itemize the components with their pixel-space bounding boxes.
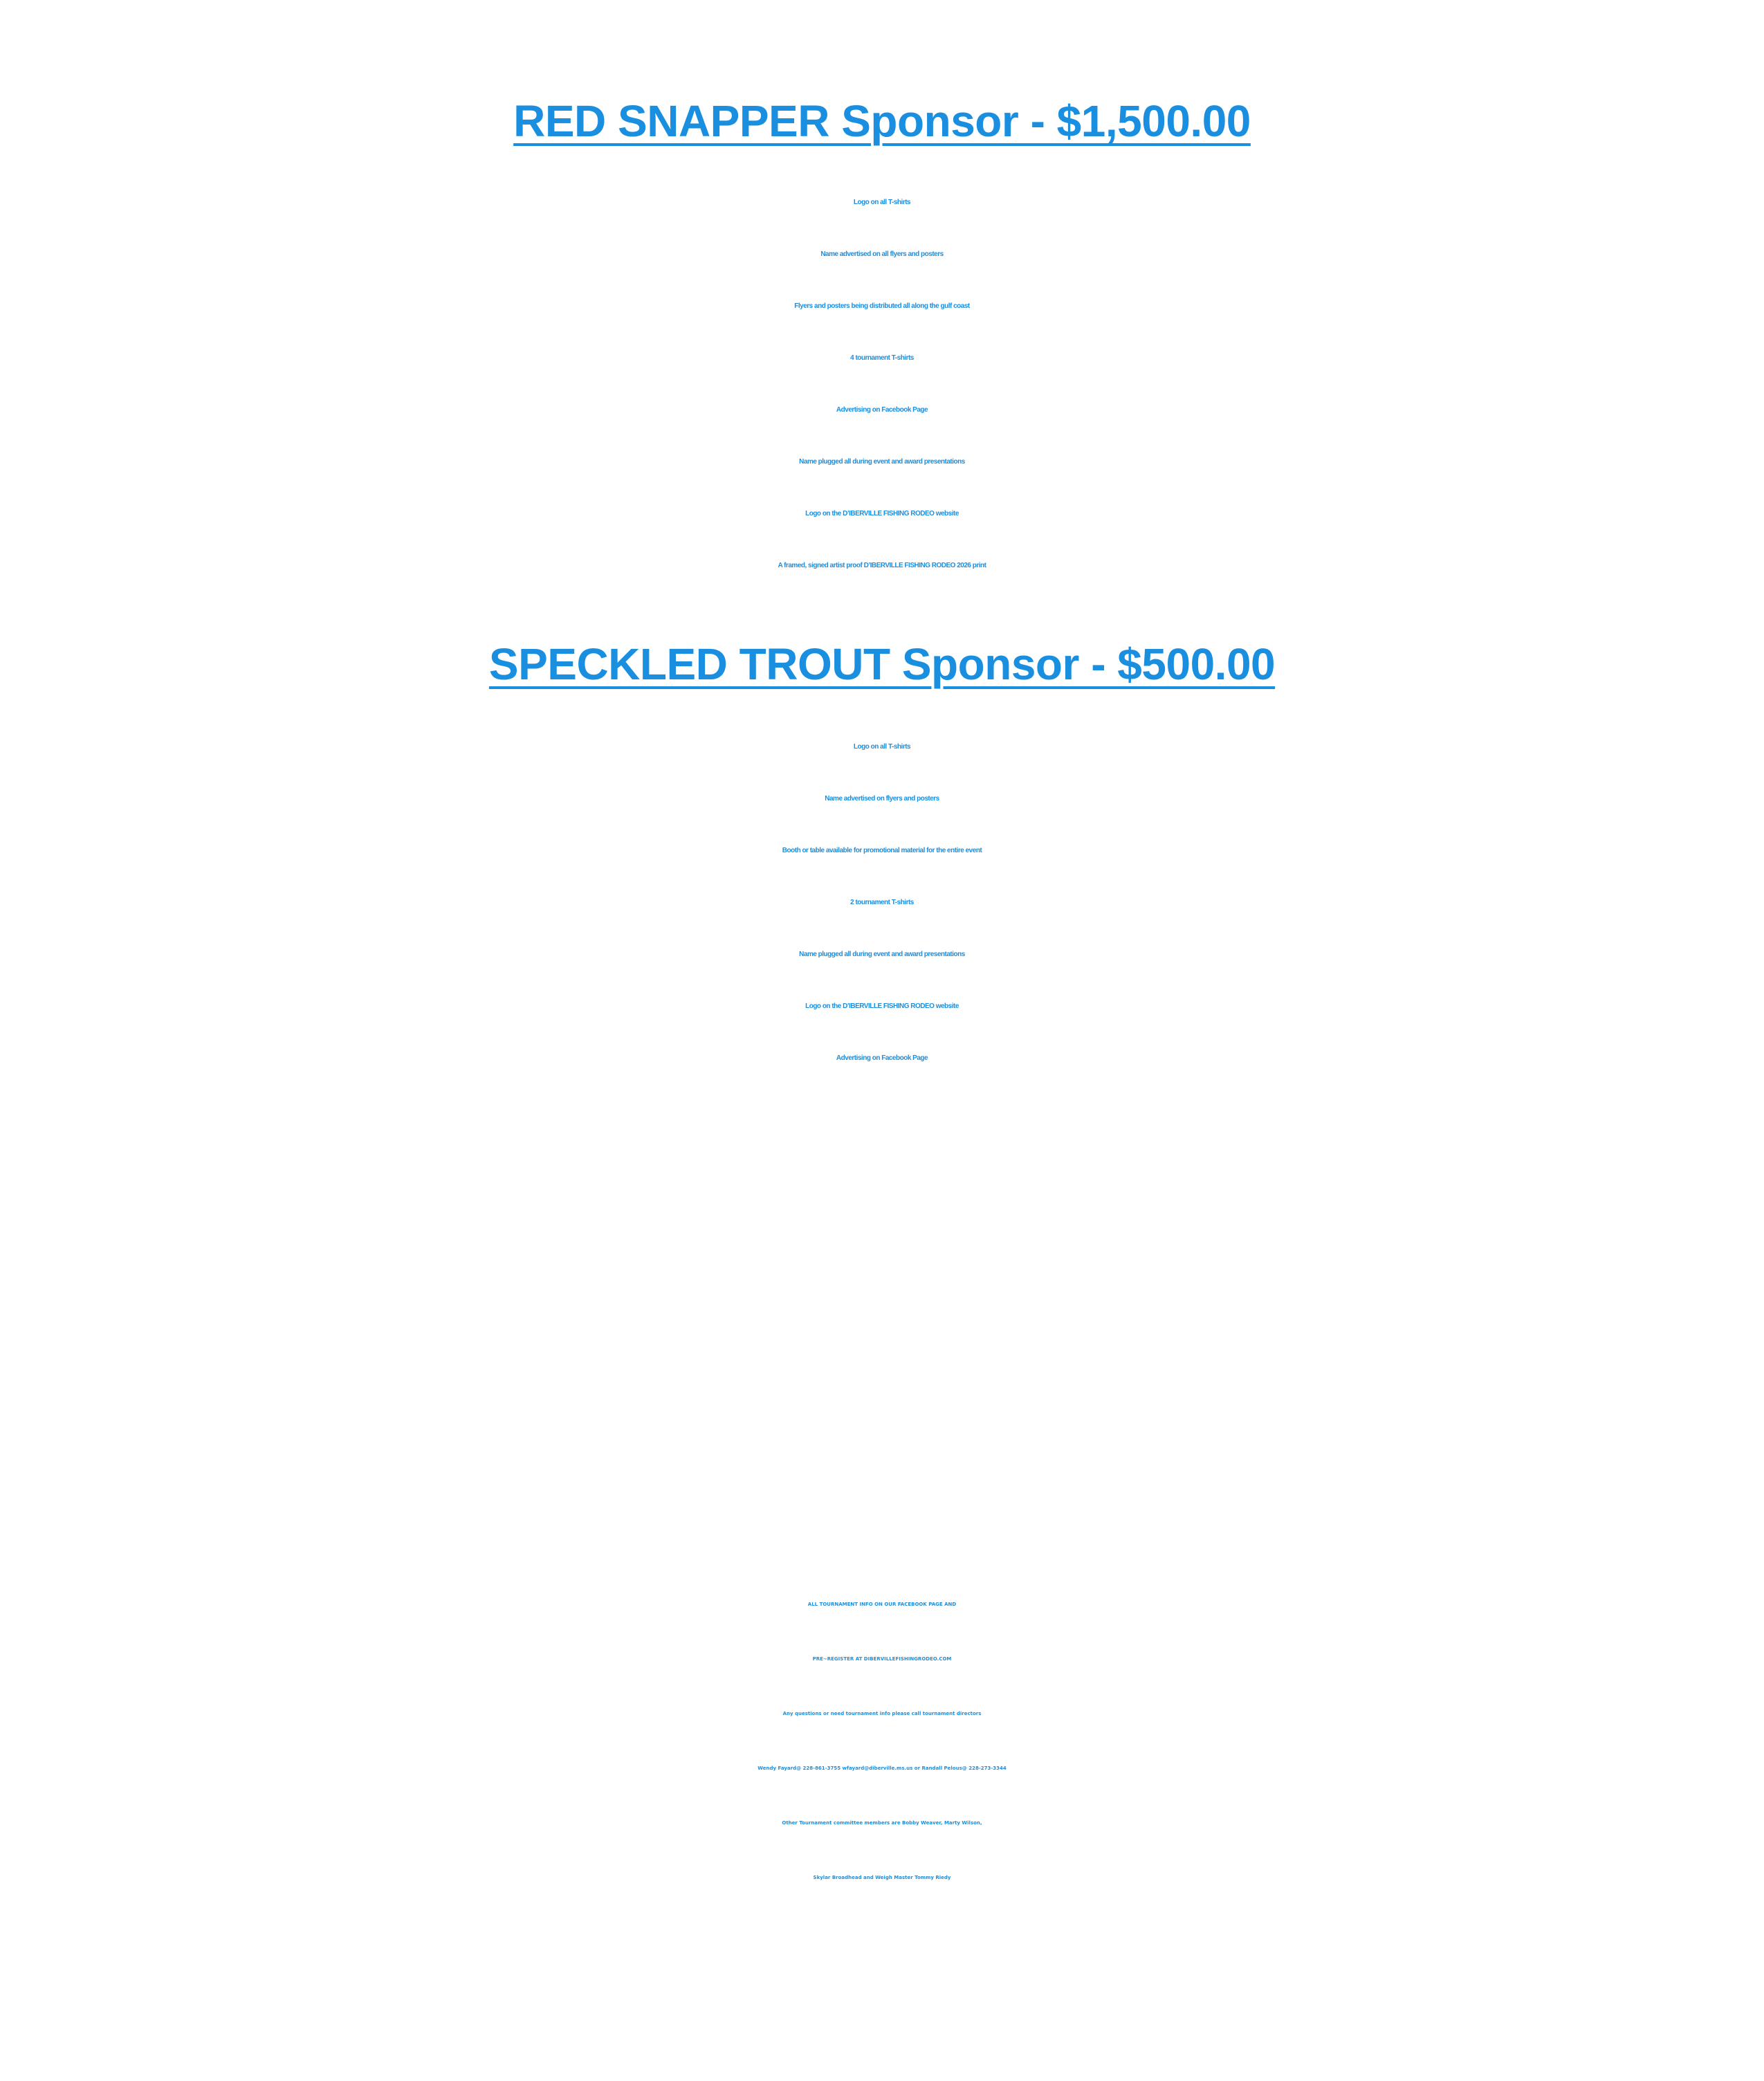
tournament-info-footer [0,1577,1764,1905]
committee-members-line-2: Skylar Broadhead and Weigh Master Tommy Riedy [813,1875,951,1880]
benefit-item: Advertising on Facebook Page [836,1054,928,1062]
questions-line: Any questions or need tournament info please call tournament directors [782,1711,982,1716]
speckled-trout-title: SPECKLED TROUT Sponsor - $500.00 [488,639,1276,689]
benefit-item: Logo on all T-shirts [853,743,911,751]
speckled-trout-section [0,636,1764,1084]
committee-members-line: Other Tournament committee members are Bobby Weaver, Marty Wilson, [782,1820,982,1826]
benefit-item: Name plugged all during event and award presentations [799,458,965,466]
benefit-item: Name advertised on all flyers and posters [820,250,944,258]
benefit-item: Logo on the D’IBERVILLE FISHING RODEO website [805,510,959,517]
benefit-item: 4 tournament T-shirts [850,354,914,362]
directors-contact-line: Wendy Fayard@ 228-861-3755 wfayard@diberville.ms.us or Randall Pelous@ 228-273-3344 [757,1766,1007,1771]
benefit-item: 2 tournament T-shirts [850,899,914,906]
benefit-item: Logo on the D’IBERVILLE FISHING RODEO website [805,1002,959,1010]
benefit-item: Name plugged all during event and award presentations [799,951,965,958]
benefit-item: Logo on all T-shirts [853,199,911,206]
benefit-item: Name advertised on flyers and posters [825,795,939,803]
benefit-item: Advertising on Facebook Page [836,406,928,414]
red-snapper-title: RED SNAPPER Sponsor - $1,500.00 [513,96,1251,146]
speckled-trout-benefits-list [0,721,1764,1084]
benefit-item: A framed, signed artist proof D’IBERVILLE FISHING RODEO 2026 print [778,562,986,569]
benefit-item: Booth or table available for promotional material for the entire event [782,847,982,854]
benefit-item: Flyers and posters being distributed all along the gulf coast [794,302,970,310]
red-snapper-benefits-list [0,176,1764,592]
red-snapper-section [0,93,1764,592]
preregister-line: PRE~REGISTER AT DIBERVILLEFISHINGRODEO.COM [812,1656,952,1662]
facebook-info-line: ALL TOURNAMENT INFO ON OUR FACEBOOK PAGE AND [807,1602,957,1607]
